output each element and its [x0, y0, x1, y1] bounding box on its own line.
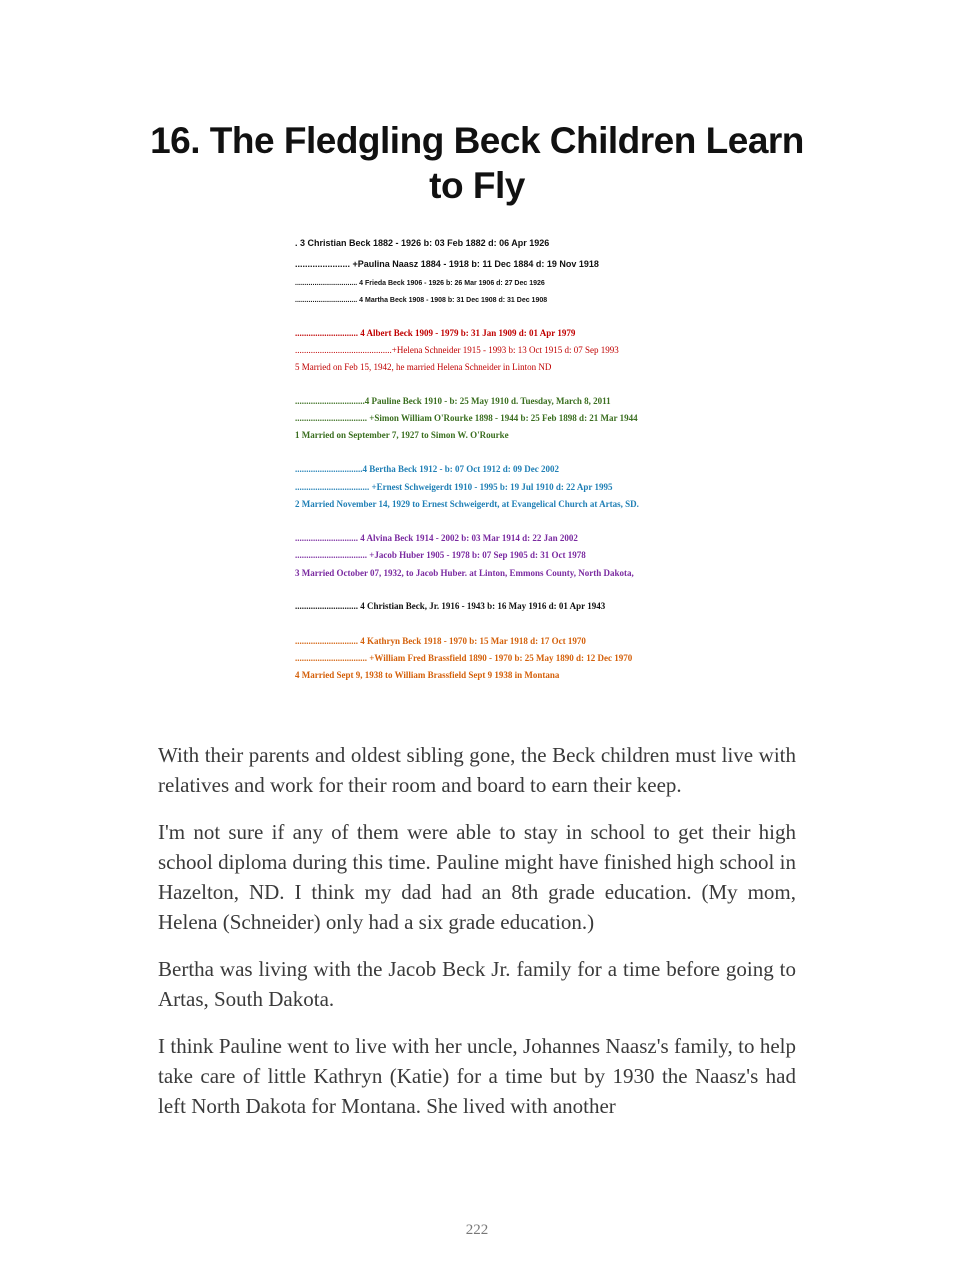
tree-line: ...................... +Paulina Naasz 1884 - 1918 b: 11 Dec 1884 d: 19 Nov 1918	[295, 259, 599, 269]
tree-line: ................................ 4 Martha Beck 1908 - 1908 b: 31 Dec 1908 d: 31 Dec 1908	[295, 297, 548, 304]
tree-line: ................................ +Simon William O'Rourke 1898 - 1944 b: 25 Feb 1898 d: 21 Mar 1944	[295, 413, 638, 423]
tree-line: 2 Married November 14, 1929 to Ernest Schweigerdt, at Evangelical Church at Artas, SD.	[295, 499, 639, 509]
tree-line: ................................ +William Fred Brassfield 1890 - 1970 b: 25 May 1890 d: 12 Dec 1970	[295, 653, 633, 663]
paragraph: I think Pauline went to live with her uncle, Johannes Naasz's family, to help take care of little Kathryn (Katie) for a time but by 1930 the Naasz's had left North Dakota for Montana. She lived with another	[158, 1034, 796, 1118]
page-number: 222	[465, 1222, 489, 1238]
tree-line: . 3 Christian Beck 1882 - 1926 b: 03 Feb 1882 d: 06 Apr 1926	[295, 238, 550, 248]
tree-line: ............................ 4 Alvina Beck 1914 - 2002 b: 03 Mar 1914 d: 22 Jan 2002	[295, 533, 578, 543]
tree-line: ..............................4 Bertha Beck 1912 - b: 07 Oct 1912 d: 09 Dec 2002	[295, 464, 559, 474]
tree-line: ............................ 4 Kathryn Beck 1918 - 1970 b: 15 Mar 1918 d: 17 Oct 1970	[295, 636, 586, 646]
tree-line: ............................ 4 Albert Beck 1909 - 1979 b: 31 Jan 1909 d: 01 Apr 1979	[295, 328, 576, 338]
tree-line: 4 Married Sept 9, 1938 to William Brassfield Sept 9 1938 in Montana	[295, 670, 560, 680]
paragraph: I'm not sure if any of them were able to stay in school to get their high school diploma during this time. Pauline might have finished high school in Hazelton, ND. I think my dad had an 8th grade education. (My mom, Helena (Schneider) only had a six grade education.)	[158, 820, 796, 934]
tree-line: ................................. +Ernest Schweigerdt 1910 - 1995 b: 19 Jul 1910 d: 22 Apr 1995	[295, 482, 613, 492]
tree-line: 3 Married October 07, 1932, to Jacob Huber. at Linton, Emmons County, North Dakota,	[295, 568, 634, 578]
paragraph: With their parents and oldest sibling gone, the Beck children must live with relatives and work for their room and board to earn their keep.	[158, 743, 796, 797]
tree-line: ...............................4 Pauline Beck 1910 - b: 25 May 1910 d. Tuesday, March 8, 2011	[295, 396, 611, 406]
tree-line: ...........................................+Helena Schneider 1915 - 1993 b: 13 Oct 1915 d: 07 Sep 1993	[295, 345, 619, 355]
page-title: 16. The Fledgling Beck Children Learn to Fly	[150, 120, 804, 206]
tree-line: 5 Married on Feb 15, 1942, he married Helena Schneider in Linton ND	[295, 362, 552, 372]
tree-line: ................................ 4 Frieda Beck 1906 - 1926 b: 26 Mar 1906 d: 27 Dec 1926	[295, 280, 545, 287]
tree-line: 1 Married on September 7, 1927 to Simon W. O'Rourke	[295, 430, 509, 440]
body-text	[158, 740, 796, 1138]
paragraph: Bertha was living with the Jacob Beck Jr. family for a time before going to Artas, South Dakota.	[158, 957, 796, 1011]
tree-line: ............................ 4 Christian Beck, Jr. 1916 - 1943 b: 16 May 1916 d: 01 Apr 1943	[295, 601, 606, 611]
tree-line: ................................ +Jacob Huber 1905 - 1978 b: 07 Sep 1905 d: 31 Oct 1978	[295, 550, 586, 560]
